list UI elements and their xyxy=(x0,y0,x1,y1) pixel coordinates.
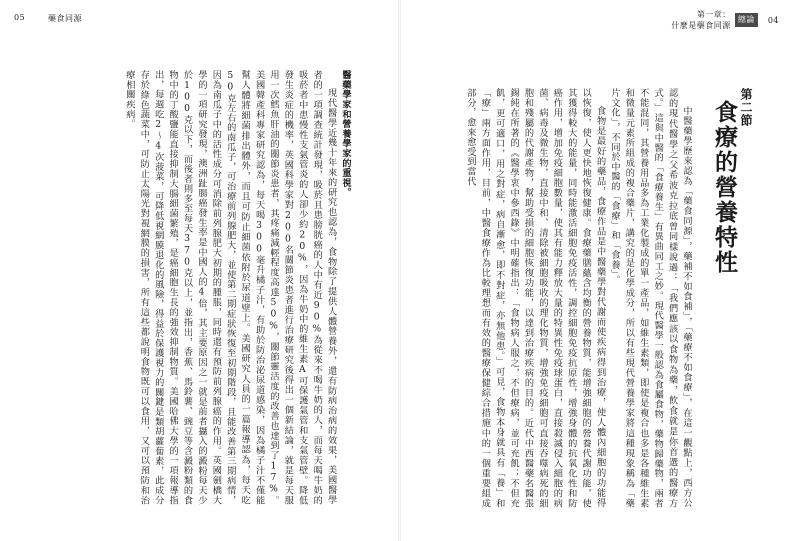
body-paragraph: 現代醫學近幾十年來的研究也認為，食物除了提供人體營養外，還有防病治病的效果，美國醫學者的一項調查統計發現，吸菸且患膀胱癌的人中有近90%為從來不喝牛奶的人，而每天喝牛奶的吸菸者中患慢性支氣管炎的人卻少約20%，因為牛奶中的維生素A可保護氣管和支氣管壁。降低發生炎症的機率，英國科學家對200名關節炎患者進行治療研究後得出一個新結論，就是每天服用一次鱈魚肝油的關節炎患者，其疼痛減輕程度高達50%，關節靈活度的改善也達到了17%。美國韓產科專家研究認為，每天喝300毫升橘子汁，有助於防治泌尿道感染，因為橘子汁不僅能幫人體將細菌排出體外，而且可防止細菌依附於尿道壁上。美國研究人員的一篇報導認為，每天吃50克左右的南瓜子，可治療前列腺肥大，並使第二期症狀恢復至初期階段，且能改善第三期病情，因為南瓜子中的活性成分可消除前列腺肥大初期的腫脹，同時還有預防前列腺癌的作用。英國劍橋大學的一項研究發現，澳洲趾腸癌發生率是中國人的4倍，其主要原因之一就是前者攝入的澱粉每天少於100克以下，而後者則多至每天370克以上，並指出，香蕉、馬鈴薯、豌豆等含澱粉類的食物中的丁酸鹽能直接抑制大腸細菌繁殖，是癌細胞生長的強效抑制物質。美國哈佛大學的一項報導指出，每週吃2～4次菠菜，可降低視網膜退化的風險，得益於保護視力的關鍵是類胡蘿蔔素，此成分存於綠色蔬菜中，可防止太陽光對視網膜的損害，所有這些都說明食物既可以食用，又可以預防和治療相關疾病。 xyxy=(123,70,337,505)
chapter-title: 什麼是藥食同源 xyxy=(671,21,731,30)
body-paragraph: 中醫藥學歷來認為「藥食同源」，藥補不如食補」，「藥療不如食療」，在這一觀點上，西方公認的現代醫學之父希波克拉底曾同樣說過：「我們應該以食物為藥，飲食就是你首選的醫療方式。」這與中醫的「食療養生」有異曲同工之妙。現代醫學一般認為食屬食物，藥物歸藥物，兩者不能混同，其營養用品多為工業化製成的單一產品，如維生素類，即使是複合也多是各種維生素和微量元素所組成的複合藥片，講究的是化學成分，所以有些現代營養學家將這種現象稱為「藥片文化」，不同於中醫的「食療」和「食養」。 xyxy=(608,88,692,508)
right-page-body xyxy=(418,88,693,508)
chapter-label: 第一章： xyxy=(696,10,731,19)
right-page-header xyxy=(671,9,779,31)
body-paragraph: 食物是最好的藥品，食療作品是中醫藥學對代謝而使疾病得到治療，使人體內細胞的功能得以恢復，使人更快地恢復健康。食療藥膳蘊含均衡的營養物質，能增強細胞的營養代謝功能，使其獲得較大的能量，同時能激活細胞免疫活性，調控細胞免疫抗原性，增強身體的抗氧化性和防癌作用，增加免疫細胞數量，使其有能力釋放大量的特異性免疫球蛋白，直接殺滅侵入細胞的病菌、病毒及微生物，直接中和、清除被細胞吸收的理化物質，增強免疫細胞可直接吞噬病死的細胞和殘屬的代謝產物，幫助受損的細胞恢復功能，以達到治療疾病的目的。近代中西醫藥名醫張錫純在所著的《醫學衷中參西錄》中明確指出：「食物病人服之，不但療病，並可充飢；不但充飢，更可適口，用之對症，病自漸愈，即不對症，亦無他患。」可見，食物本身就具有「養」和「療」兩方面作用，目前，中醫食療作為比較理想而有效的醫療保健綜合措施中的一個重要組成部分，愈來愈受到當代 xyxy=(464,88,606,508)
section-label: 第二節 xyxy=(739,88,753,127)
left-running-title: 藥食同源 xyxy=(48,14,82,23)
left-page-body xyxy=(112,70,352,505)
section-title: 食療的營養特性 xyxy=(711,100,738,275)
section-badge: 總論 xyxy=(735,13,758,27)
body-subheading: 醫藥學家和營養學家的重視。 xyxy=(340,70,351,198)
chapter-heading xyxy=(671,9,731,31)
right-page-number: 04 xyxy=(767,15,779,25)
left-page-number: 05 xyxy=(14,13,26,22)
page-gutter xyxy=(398,0,401,541)
